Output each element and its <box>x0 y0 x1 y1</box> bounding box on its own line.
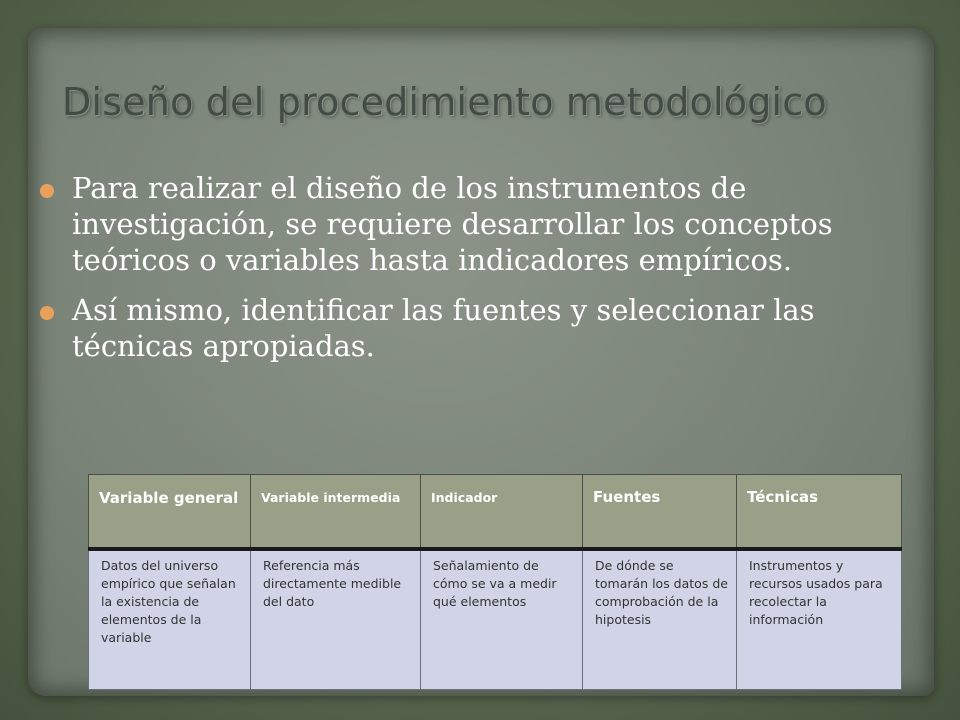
bullet-item <box>40 170 910 278</box>
header-fuentes: Fuentes <box>583 475 737 550</box>
bullet-list <box>40 170 910 378</box>
variables-table <box>88 474 902 690</box>
cell-variable-general: Datos del universo empírico que señalan la existencia de elementos de la variable <box>89 549 251 690</box>
bullet-text: Para realizar el diseño de los instrumentos de investigación, se requiere desarrollar los conceptos teóricos o variables hasta indicadores empíricos. <box>72 171 833 277</box>
header-variable-general: Variable general <box>89 475 251 550</box>
header-tecnicas: Técnicas <box>737 475 902 550</box>
table-header-row <box>89 475 902 550</box>
header-indicador: Indicador <box>421 475 583 550</box>
table-row <box>89 549 902 690</box>
cell-indicador: Señalamiento de cómo se va a medir qué elementos <box>421 549 583 690</box>
bullet-dot-icon <box>40 184 54 198</box>
bullet-dot-icon <box>40 306 54 320</box>
cell-variable-intermedia: Referencia más directamente medible del dato <box>251 549 421 690</box>
bullet-text: Así mismo, identificar las fuentes y seleccionar las técnicas apropiadas. <box>72 293 815 363</box>
cell-tecnicas: Instrumentos y recursos usados para recolectar la información <box>737 549 902 690</box>
header-variable-intermedia: Variable intermedia <box>251 475 421 550</box>
slide-title: Diseño del procedimiento metodológico <box>62 80 827 124</box>
bullet-item <box>40 292 910 364</box>
cell-fuentes: De dónde se tomarán los datos de comprobación de la hipotesis <box>583 549 737 690</box>
